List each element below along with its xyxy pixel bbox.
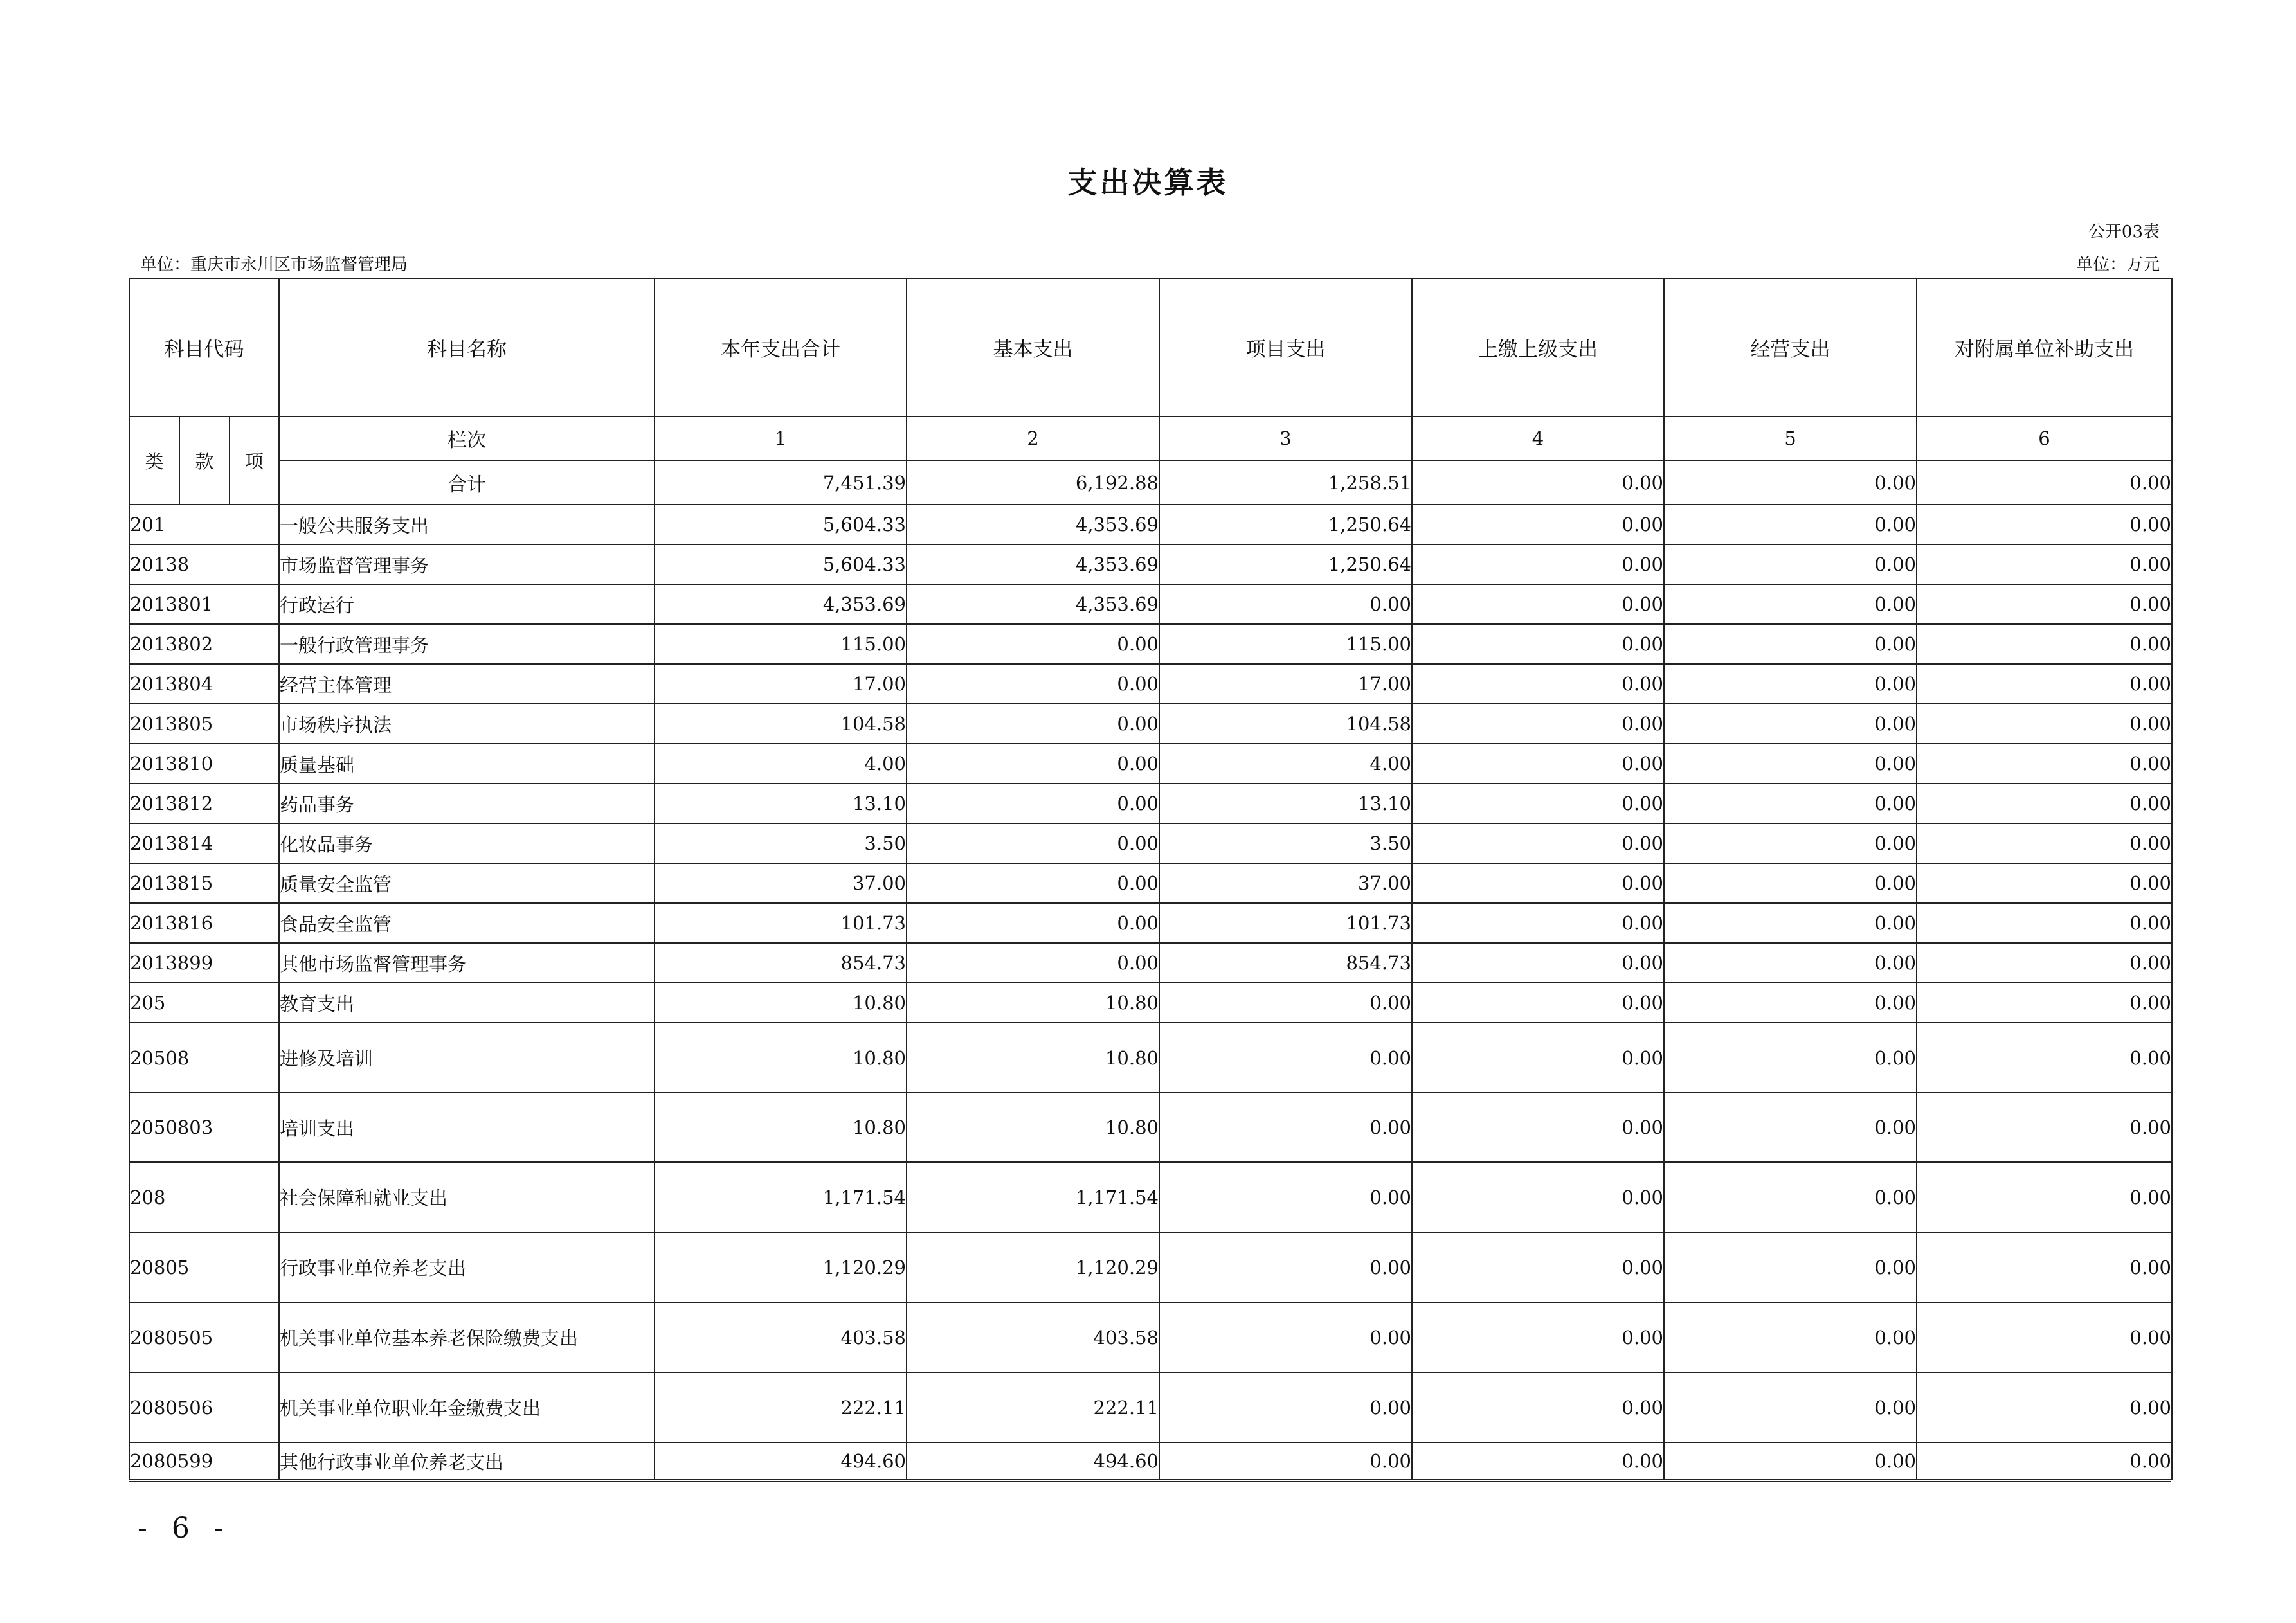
- amount-cell: 0.00: [1664, 1442, 1917, 1480]
- table-row: [129, 544, 2172, 584]
- amount-cell: 222.11: [655, 1372, 907, 1442]
- form-number: 公开03表: [2088, 222, 2160, 242]
- subject-name: 进修及培训: [279, 1023, 655, 1093]
- amount-cell: 0.00: [907, 784, 1159, 823]
- amount-cell: 4,353.69: [655, 584, 907, 624]
- amount-cell: 4.00: [655, 744, 907, 784]
- subject-code: 2013805: [129, 704, 279, 744]
- amount-cell: 0.00: [1664, 823, 1917, 863]
- amount-cell: 0.00: [1664, 704, 1917, 744]
- header-business: 经营支出: [1664, 278, 1917, 417]
- amount-cell: 0.00: [1664, 544, 1917, 584]
- header-code: 科目代码: [129, 278, 279, 417]
- amount-cell: 0.00: [1917, 1302, 2172, 1372]
- column-number: 2: [907, 417, 1159, 460]
- amount-cell: 10.80: [655, 983, 907, 1023]
- column-number: 6: [1917, 417, 2172, 460]
- amount-cell: 0.00: [1664, 1372, 1917, 1442]
- amount-cell: 0.00: [1917, 943, 2172, 983]
- amount-cell: 0.00: [1412, 744, 1664, 784]
- table-row: [129, 744, 2172, 784]
- amount-cell: 0.00: [1917, 544, 2172, 584]
- amount-cell: 0.00: [1664, 584, 1917, 624]
- amount-cell: 0.00: [1664, 983, 1917, 1023]
- subject-code: 20805: [129, 1232, 279, 1302]
- header-name: 科目名称: [279, 278, 655, 417]
- amount-cell: 0.00: [1917, 983, 2172, 1023]
- bottom-rule: [129, 1481, 2171, 1482]
- amount-cell: 403.58: [907, 1302, 1159, 1372]
- amount-cell: 0.00: [1664, 943, 1917, 983]
- amount-cell: 0.00: [1159, 1372, 1412, 1442]
- amount-cell: 3.50: [655, 823, 907, 863]
- subject-name: 一般行政管理事务: [279, 624, 655, 664]
- table-row: [129, 584, 2172, 624]
- total-value: 7,451.39: [655, 460, 907, 505]
- amount-cell: 0.00: [1917, 1232, 2172, 1302]
- amount-cell: 0.00: [1412, 1232, 1664, 1302]
- amount-cell: 0.00: [1664, 664, 1917, 704]
- amount-cell: 0.00: [907, 624, 1159, 664]
- amount-cell: 115.00: [655, 624, 907, 664]
- amount-cell: 0.00: [1664, 1162, 1917, 1232]
- amount-cell: 0.00: [1159, 1302, 1412, 1372]
- amount-cell: 4.00: [1159, 744, 1412, 784]
- table-row: [129, 903, 2172, 943]
- subject-name: 社会保障和就业支出: [279, 1162, 655, 1232]
- amount-cell: 0.00: [907, 863, 1159, 903]
- table-row: [129, 983, 2172, 1023]
- table-row: [129, 505, 2172, 544]
- amount-cell: 0.00: [1664, 505, 1917, 544]
- sub-header-kuan: 款: [179, 417, 230, 505]
- amount-cell: 101.73: [1159, 903, 1412, 943]
- subject-code: 2080599: [129, 1442, 279, 1480]
- amount-cell: 0.00: [907, 704, 1159, 744]
- table-row: [129, 1023, 2172, 1093]
- total-value: 0.00: [1412, 460, 1664, 505]
- total-label: 合计: [279, 460, 655, 505]
- amount-cell: 0.00: [1917, 1162, 2172, 1232]
- amount-cell: 0.00: [1412, 823, 1664, 863]
- amount-cell: 1,250.64: [1159, 544, 1412, 584]
- amount-cell: 1,171.54: [655, 1162, 907, 1232]
- amount-cell: 4,353.69: [907, 584, 1159, 624]
- amount-cell: 0.00: [907, 943, 1159, 983]
- table-row: [129, 1232, 2172, 1302]
- column-number: 4: [1412, 417, 1664, 460]
- amount-cell: 0.00: [1917, 584, 2172, 624]
- amount-cell: 0.00: [1412, 664, 1664, 704]
- amount-cell: 0.00: [1917, 1372, 2172, 1442]
- table-row: [129, 823, 2172, 863]
- lanci-label: 栏次: [279, 417, 655, 460]
- subject-code: 2013816: [129, 903, 279, 943]
- header-project: 项目支出: [1159, 278, 1412, 417]
- amount-cell: 13.10: [1159, 784, 1412, 823]
- subject-name: 市场秩序执法: [279, 704, 655, 744]
- subject-name: 食品安全监管: [279, 903, 655, 943]
- total-value: 0.00: [1664, 460, 1917, 505]
- amount-cell: 0.00: [1917, 704, 2172, 744]
- table-row: [129, 1162, 2172, 1232]
- amount-cell: 0.00: [1159, 1442, 1412, 1480]
- amount-cell: 1,120.29: [907, 1232, 1159, 1302]
- amount-cell: 0.00: [1917, 863, 2172, 903]
- table-row: [129, 1302, 2172, 1372]
- subject-code: 201: [129, 505, 279, 544]
- subject-code: 2013899: [129, 943, 279, 983]
- subject-code: 2080506: [129, 1372, 279, 1442]
- column-number: 1: [655, 417, 907, 460]
- total-value: 6,192.88: [907, 460, 1159, 505]
- amount-cell: 4,353.69: [907, 505, 1159, 544]
- subject-code: 2013815: [129, 863, 279, 903]
- subject-name: 化妆品事务: [279, 823, 655, 863]
- amount-cell: 854.73: [655, 943, 907, 983]
- subject-name: 其他市场监督管理事务: [279, 943, 655, 983]
- unit-organization: 单位：重庆市永川区市场监督管理局: [140, 255, 408, 274]
- amount-cell: 0.00: [1412, 784, 1664, 823]
- header-total: 本年支出合计: [655, 278, 907, 417]
- table-row: [129, 1372, 2172, 1442]
- amount-cell: 222.11: [907, 1372, 1159, 1442]
- amount-cell: 0.00: [1664, 1023, 1917, 1093]
- subject-code: 20138: [129, 544, 279, 584]
- total-row: [129, 460, 2172, 505]
- amount-cell: 0.00: [1664, 903, 1917, 943]
- header-upper: 上缴上级支出: [1412, 278, 1664, 417]
- amount-cell: 0.00: [1664, 1232, 1917, 1302]
- amount-cell: 494.60: [655, 1442, 907, 1480]
- amount-cell: 0.00: [1917, 1093, 2172, 1162]
- page-number: - 6 -: [138, 1512, 231, 1545]
- amount-cell: 0.00: [1412, 624, 1664, 664]
- table-row: [129, 863, 2172, 903]
- amount-cell: 0.00: [1159, 983, 1412, 1023]
- amount-cell: 0.00: [1664, 1093, 1917, 1162]
- amount-cell: 5,604.33: [655, 505, 907, 544]
- subject-code: 2013812: [129, 784, 279, 823]
- table-row: [129, 1442, 2172, 1480]
- amount-cell: 3.50: [1159, 823, 1412, 863]
- amount-cell: 0.00: [1917, 1442, 2172, 1480]
- amount-cell: 10.80: [907, 983, 1159, 1023]
- amount-cell: 0.00: [1917, 744, 2172, 784]
- total-value: 0.00: [1917, 460, 2172, 505]
- amount-cell: 0.00: [907, 664, 1159, 704]
- column-number: 3: [1159, 417, 1412, 460]
- amount-cell: 0.00: [1412, 544, 1664, 584]
- amount-cell: 0.00: [1664, 863, 1917, 903]
- amount-cell: 37.00: [655, 863, 907, 903]
- amount-cell: 1,171.54: [907, 1162, 1159, 1232]
- amount-cell: 0.00: [1917, 664, 2172, 704]
- amount-cell: 0.00: [1664, 624, 1917, 664]
- subject-name: 培训支出: [279, 1093, 655, 1162]
- amount-cell: 104.58: [1159, 704, 1412, 744]
- amount-cell: 0.00: [1412, 505, 1664, 544]
- amount-cell: 10.80: [655, 1023, 907, 1093]
- amount-cell: 0.00: [1159, 1232, 1412, 1302]
- subject-name: 行政运行: [279, 584, 655, 624]
- unit-currency: 单位：万元: [2075, 255, 2160, 274]
- column-number-row: [129, 417, 2172, 460]
- amount-cell: 0.00: [1664, 784, 1917, 823]
- amount-cell: 0.00: [1412, 1093, 1664, 1162]
- amount-cell: 10.80: [655, 1093, 907, 1162]
- subject-name: 经营主体管理: [279, 664, 655, 704]
- amount-cell: 0.00: [1917, 784, 2172, 823]
- subject-name: 其他行政事业单位养老支出: [279, 1442, 655, 1480]
- subject-name: 市场监督管理事务: [279, 544, 655, 584]
- amount-cell: 104.58: [655, 704, 907, 744]
- page-title: 支出决算表: [1067, 165, 1229, 200]
- subject-name: 药品事务: [279, 784, 655, 823]
- table-row: [129, 1093, 2172, 1162]
- amount-cell: 10.80: [907, 1093, 1159, 1162]
- amount-cell: 13.10: [655, 784, 907, 823]
- header-subsidy: 对附属单位补助支出: [1917, 278, 2172, 417]
- amount-cell: 0.00: [907, 903, 1159, 943]
- table-row: [129, 624, 2172, 664]
- amount-cell: 1,120.29: [655, 1232, 907, 1302]
- amount-cell: 0.00: [1917, 903, 2172, 943]
- amount-cell: 0.00: [1664, 744, 1917, 784]
- amount-cell: 17.00: [1159, 664, 1412, 704]
- amount-cell: 403.58: [655, 1302, 907, 1372]
- amount-cell: 0.00: [1412, 1372, 1664, 1442]
- table-row: [129, 664, 2172, 704]
- amount-cell: 0.00: [1917, 505, 2172, 544]
- expenditure-table: [129, 278, 2173, 1480]
- subject-code: 2013804: [129, 664, 279, 704]
- subject-name: 质量安全监管: [279, 863, 655, 903]
- amount-cell: 0.00: [1412, 943, 1664, 983]
- amount-cell: 37.00: [1159, 863, 1412, 903]
- header-basic: 基本支出: [907, 278, 1159, 417]
- amount-cell: 0.00: [1412, 1442, 1664, 1480]
- table-row: [129, 943, 2172, 983]
- amount-cell: 0.00: [1412, 863, 1664, 903]
- subject-code: 2013801: [129, 584, 279, 624]
- subject-name: 教育支出: [279, 983, 655, 1023]
- amount-cell: 0.00: [1917, 624, 2172, 664]
- sub-header-lei: 类: [129, 417, 179, 505]
- subject-code: 2050803: [129, 1093, 279, 1162]
- amount-cell: 4,353.69: [907, 544, 1159, 584]
- amount-cell: 0.00: [1159, 1162, 1412, 1232]
- amount-cell: 10.80: [907, 1023, 1159, 1093]
- amount-cell: 0.00: [1917, 823, 2172, 863]
- subject-code: 2013814: [129, 823, 279, 863]
- table-row: [129, 784, 2172, 823]
- subject-code: 205: [129, 983, 279, 1023]
- sub-header-xiang: 项: [230, 417, 279, 505]
- amount-cell: 0.00: [1412, 1302, 1664, 1372]
- subject-code: 2013802: [129, 624, 279, 664]
- amount-cell: 5,604.33: [655, 544, 907, 584]
- amount-cell: 17.00: [655, 664, 907, 704]
- subject-code: 2013810: [129, 744, 279, 784]
- subject-code: 20508: [129, 1023, 279, 1093]
- subject-name: 质量基础: [279, 744, 655, 784]
- amount-cell: 0.00: [1159, 584, 1412, 624]
- amount-cell: 0.00: [1412, 584, 1664, 624]
- amount-cell: 0.00: [1412, 983, 1664, 1023]
- amount-cell: 0.00: [1412, 903, 1664, 943]
- subject-name: 机关事业单位基本养老保险缴费支出: [279, 1302, 655, 1372]
- column-number: 5: [1664, 417, 1917, 460]
- amount-cell: 0.00: [1412, 1023, 1664, 1093]
- amount-cell: 0.00: [907, 744, 1159, 784]
- subject-code: 208: [129, 1162, 279, 1232]
- amount-cell: 0.00: [907, 823, 1159, 863]
- amount-cell: 0.00: [1412, 704, 1664, 744]
- subject-name: 一般公共服务支出: [279, 505, 655, 544]
- amount-cell: 101.73: [655, 903, 907, 943]
- header-row: [129, 278, 2172, 417]
- amount-cell: 0.00: [1917, 1023, 2172, 1093]
- amount-cell: 115.00: [1159, 624, 1412, 664]
- amount-cell: 854.73: [1159, 943, 1412, 983]
- subject-code: 2080505: [129, 1302, 279, 1372]
- subject-name: 行政事业单位养老支出: [279, 1232, 655, 1302]
- amount-cell: 0.00: [1159, 1093, 1412, 1162]
- subject-name: 机关事业单位职业年金缴费支出: [279, 1372, 655, 1442]
- amount-cell: 0.00: [1159, 1023, 1412, 1093]
- amount-cell: 0.00: [1412, 1162, 1664, 1232]
- amount-cell: 0.00: [1664, 1302, 1917, 1372]
- table-row: [129, 704, 2172, 744]
- amount-cell: 1,250.64: [1159, 505, 1412, 544]
- amount-cell: 494.60: [907, 1442, 1159, 1480]
- total-value: 1,258.51: [1159, 460, 1412, 505]
